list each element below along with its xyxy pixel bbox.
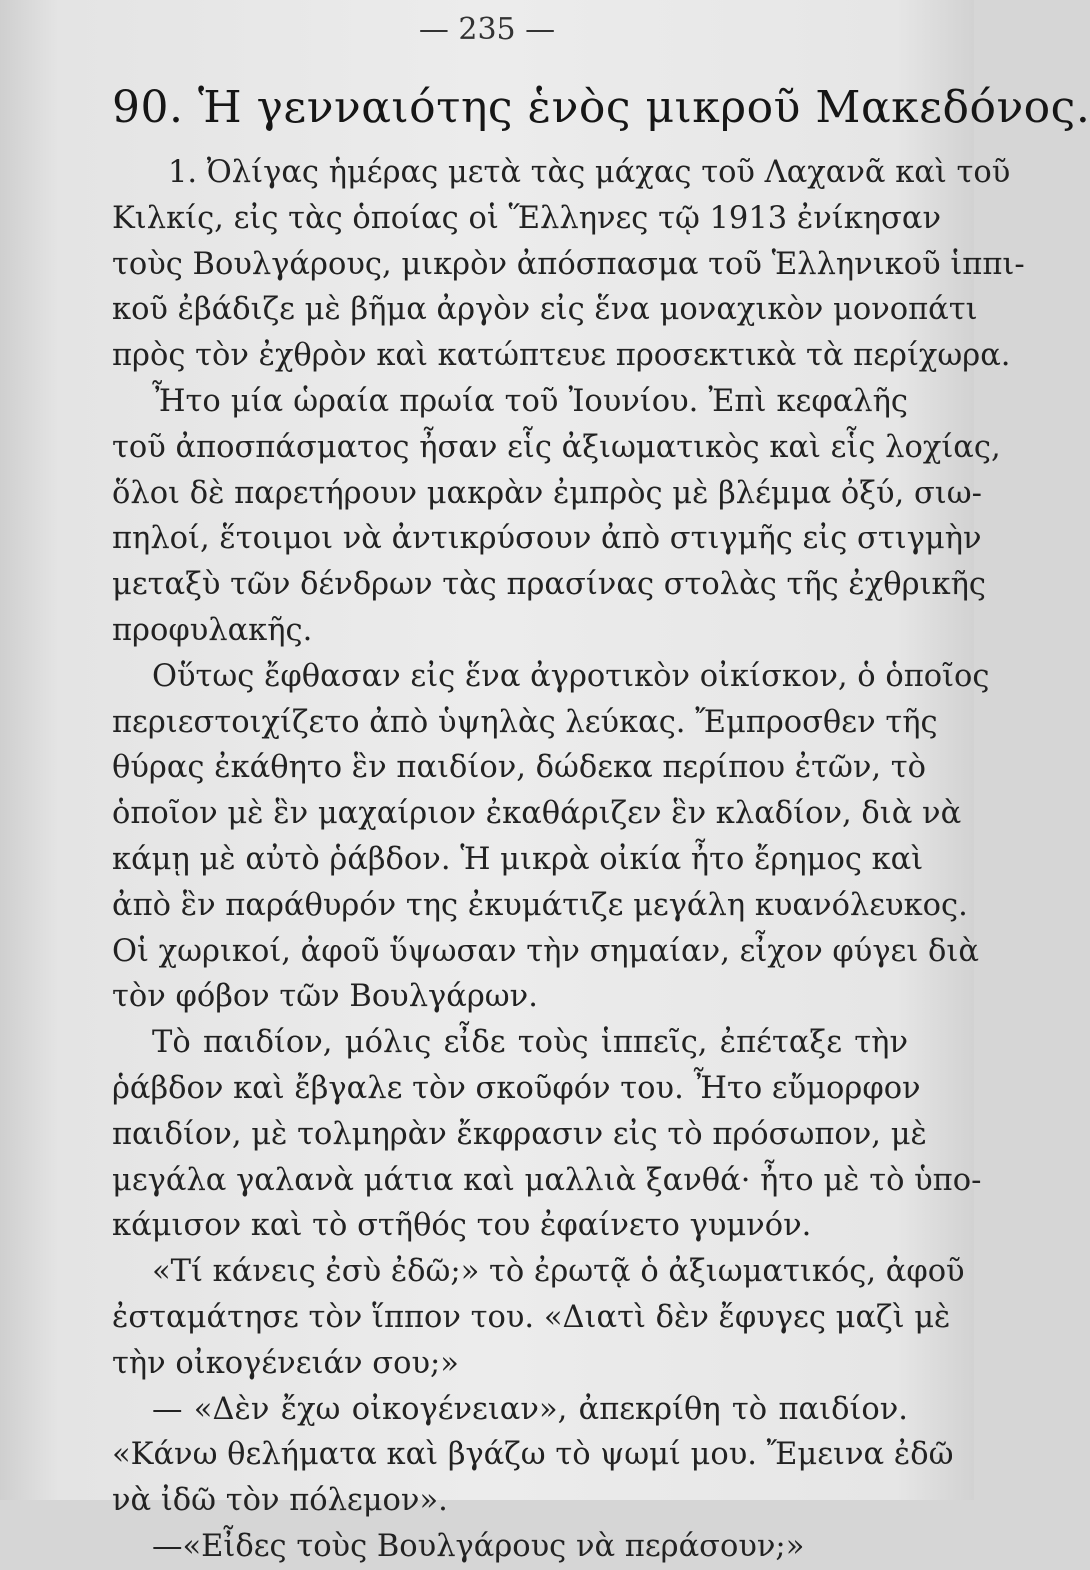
body-text: [112, 150, 1025, 1570]
text-line: ῥάβδον καὶ ἔβγαλε τὸν σκοῦφόν του. Ἦτο εὔμορφον: [112, 1070, 921, 1106]
text-line: μεγάλα γαλανὰ μάτια καὶ μαλλιὰ ξανθά· ἦτο μὲ τὸ ὑπο-: [112, 1162, 982, 1198]
text-line: Οἱ χωρικοί, ἀφοῦ ὕψωσαν τὴν σημαίαν, εἶχον φύγει διὰ: [112, 933, 979, 969]
text-line: ἐσταμάτησε τὸν ἵππον του. «Διατὶ δὲν ἔφυγες μαζὶ μὲ: [112, 1299, 951, 1335]
text-line: νὰ ἰδῶ τὸν πόλεμον».: [112, 1483, 448, 1519]
text-line: ὁποῖον μὲ ἓν μαχαίριον ἐκαθάριζεν ἓν κλαδίον, διὰ νὰ: [112, 796, 962, 832]
text-line: τὸν φόβον τῶν Βουλγάρων.: [112, 979, 538, 1015]
text-line: κοῦ ἐβάδιζε μὲ βῆμα ἀργὸν εἰς ἕνα μοναχικὸν μονοπάτι: [112, 292, 978, 328]
text-line: ἀπὸ ἓν παράθυρόν της ἐκυμάτιζε μεγάλη κυανόλευκος.: [112, 887, 968, 923]
text-line: θύρας ἐκάθητο ἓν παιδίον, δώδεκα περίπου ἐτῶν, τὸ: [112, 750, 927, 786]
text-line: Τὸ παιδίον, μόλις εἶδε τοὺς ἱππεῖς, ἐπέταξε τὴν: [152, 1025, 908, 1061]
text-line: προφυλακῆς.: [112, 612, 313, 648]
text-line: κάμισον καὶ τὸ στῆθός του ἐφαίνετο γυμνόν.: [112, 1208, 812, 1244]
page-number: — 235 —: [418, 12, 556, 47]
text-line: «Τί κάνεις ἐσὺ ἐδῶ;» τὸ ἐρωτᾷ ὁ ἀξιωματικός, ἀφοῦ: [152, 1254, 965, 1290]
text-line: τὴν οἰκογένειάν σου;»: [112, 1345, 459, 1381]
text-line: τοῦ ἀποσπάσματος ἦσαν εἷς ἀξιωματικὸς καὶ εἷς λοχίας,: [112, 429, 1001, 465]
text-line: —«Εἶδες τοὺς Βουλγάρους νὰ περάσουν;»: [152, 1528, 805, 1564]
text-line: πηλοί, ἕτοιμοι νὰ ἀντικρύσουν ἀπὸ στιγμῆς εἰς στιγμὴν: [112, 521, 982, 557]
text-line: Οὕτως ἔφθασαν εἰς ἕνα ἀγροτικὸν οἰκίσκον, ὁ ὁποῖος: [152, 658, 990, 694]
text-line: μεταξὺ τῶν δένδρων τὰς πρασίνας στολὰς τῆς ἐχθρικῆς: [112, 567, 986, 603]
text-line: πρὸς τὸν ἐχθρὸν καὶ κατώπτευε προσεκτικὰ τὰ περίχωρα.: [112, 338, 1011, 374]
text-line: τοὺς Βουλγάρους, μικρὸν ἀπόσπασμα τοῦ Ἑλληνικοῦ ἱππι-: [112, 246, 1025, 282]
text-line: «Κάνω θελήματα καὶ βγάζω τὸ ψωμί μου. Ἔμεινα ἐδῶ: [112, 1437, 954, 1473]
chapter-heading: 90. Ἡ γενναιότης ἑνὸς μικροῦ Μακεδόνος.: [112, 82, 1090, 133]
text-line: ὅλοι δὲ παρετήρουν μακρὰν ἐμπρὸς μὲ βλέμμα ὀξύ, σιω-: [112, 475, 982, 511]
text-line: κάμῃ μὲ αὐτὸ ῥάβδον. Ἡ μικρὰ οἰκία ἦτο ἔρημος καὶ: [112, 841, 924, 877]
text-line: παιδίον, μὲ τολμηρὰν ἔκφρασιν εἰς τὸ πρόσωπον, μὲ: [112, 1116, 927, 1152]
text-line: περιεστοιχίζετο ἀπὸ ὑψηλὰς λεύκας. Ἔμπροσθεν τῆς: [112, 704, 938, 740]
text-line: Κιλκίς, εἰς τὰς ὁποίας οἱ Ἕλληνες τῷ 1913 ἐνίκησαν: [112, 200, 941, 236]
text-line: — «Δὲν ἔχω οἰκογένειαν», ἀπεκρίθη τὸ παιδίον.: [152, 1391, 908, 1427]
text-line: Ἦτο μία ὡραία πρωία τοῦ Ἰουνίου. Ἐπὶ κεφαλῆς: [152, 383, 908, 419]
text-line: 1. Ὀλίγας ἡμέρας μετὰ τὰς μάχας τοῦ Λαχανᾶ καὶ τοῦ: [168, 155, 1011, 190]
